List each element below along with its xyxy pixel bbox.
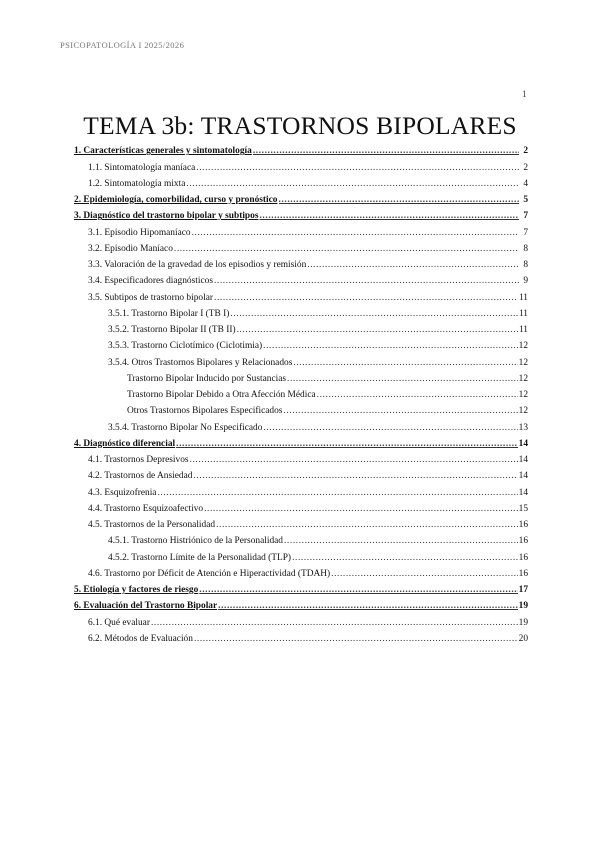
toc-entry[interactable]	[74, 499, 528, 515]
toc-leader-dots	[307, 260, 519, 271]
toc-entry-title: 6.1. Qué evaluar	[88, 617, 150, 628]
toc-entry[interactable]	[74, 580, 528, 596]
toc-entry-title: 4.5.1. Trastorno Histriónico de la Personalidad	[108, 536, 283, 547]
toc-leader-dots	[151, 618, 518, 629]
toc-entry-title: 4.6. Trastorno por Déficit de Atención e Hiperactividad (TDAH)	[88, 568, 331, 579]
toc-entry-page: 12	[518, 357, 528, 368]
toc-entry-page: 7	[523, 211, 528, 222]
toc-entry-page: 14	[518, 455, 528, 465]
toc-entry[interactable]	[74, 417, 528, 433]
toc-entry-title: 4.3. Esquizofrenia	[88, 487, 157, 498]
toc-entry[interactable]	[74, 629, 528, 645]
page-number: 1	[522, 89, 527, 99]
toc-leader-dots	[263, 341, 517, 352]
toc-entry-page: 16	[518, 552, 528, 563]
toc-entry-title: 3.5.1. Trastorno Bipolar I (TB I)	[108, 308, 230, 319]
toc-entry-title: 6. Evaluación del Trastorno Bipolar	[74, 601, 218, 612]
toc-leader-dots	[230, 309, 518, 320]
toc-leader-dots	[292, 553, 518, 564]
toc-entry[interactable]	[74, 320, 528, 336]
toc-leader-dots	[192, 228, 519, 239]
toc-leader-dots	[157, 488, 517, 499]
toc-entry-title: Otros Trastornos Bipolares Especificados	[127, 406, 283, 417]
toc-entry-page: 8	[523, 243, 528, 254]
toc-entry-title: 2. Epidemiología, comorbilidad, curso y pronóstico	[74, 195, 278, 205]
toc-entry-page: 2	[523, 162, 528, 173]
toc-entry-title: Trastorno Bipolar Inducido por Sustancias	[127, 373, 287, 384]
toc-entry-page: 13	[518, 422, 528, 433]
toc-leader-dots	[287, 374, 518, 385]
toc-leader-dots	[263, 423, 517, 434]
toc-entry-title: 3.5.4. Trastorno Bipolar No Especificado	[108, 422, 263, 433]
toc-leader-dots	[176, 439, 518, 450]
toc-leader-dots	[279, 195, 520, 206]
toc-entry-page: 11	[518, 292, 528, 303]
toc-entry[interactable]	[74, 564, 528, 580]
toc-leader-dots	[284, 536, 518, 547]
toc-entry[interactable]	[74, 466, 528, 482]
toc-leader-dots	[237, 325, 518, 336]
toc-entry-page: 12	[518, 341, 528, 352]
toc-leader-dots	[218, 601, 517, 612]
toc-leader-dots	[193, 471, 517, 482]
toc-entry-title: 4.5. Trastornos de la Personalidad	[88, 520, 216, 530]
toc-leader-dots	[214, 276, 519, 287]
toc-entry[interactable]	[74, 547, 528, 563]
toc-leader-dots	[216, 520, 518, 531]
toc-leader-dots	[253, 146, 519, 157]
toc-entry[interactable]	[74, 271, 528, 287]
toc-entry-page: 11	[518, 325, 528, 335]
toc-entry-title: 3. Diagnóstico del trastorno bipolar y subtipos	[74, 211, 259, 222]
toc-entry-page: 12	[518, 373, 528, 384]
toc-entry-title: 6.2. Métodos de Evaluación	[88, 633, 193, 644]
toc-entry[interactable]	[74, 141, 528, 157]
toc-entry-page: 15	[518, 503, 528, 514]
toc-entry[interactable]	[74, 401, 528, 417]
toc-leader-dots	[199, 585, 517, 596]
toc-entry-page: 16	[518, 536, 528, 547]
toc-entry[interactable]	[74, 174, 528, 190]
toc-entry-title: 1.1. Sintomatología maníaca	[88, 162, 196, 173]
toc-entry-title: 3.5.2. Trastorno Bipolar II (TB II)	[108, 325, 236, 335]
toc-entry-title: 3.3. Valoración de la gravedad de los episodios y remisión	[88, 260, 307, 270]
toc-entry[interactable]	[74, 336, 528, 352]
toc-entry[interactable]	[74, 482, 528, 498]
toc-entry[interactable]	[74, 612, 528, 628]
toc-leader-dots	[259, 211, 519, 222]
toc-leader-dots	[186, 179, 519, 190]
toc-entry-page: 19	[518, 601, 528, 612]
toc-entry-title: 5. Etiología y factores de riesgo	[74, 585, 199, 595]
toc-entry[interactable]	[74, 369, 528, 385]
toc-entry-page: 8	[523, 260, 528, 270]
toc-entry-title: 4.2. Trastornos de Ansiedad	[88, 471, 193, 482]
toc-entry-page: 9	[523, 276, 528, 287]
toc-entry-title: 4. Diagnóstico diferencial	[74, 438, 176, 449]
toc-entry-title: Trastorno Bipolar Debido a Otra Afección Médica	[127, 390, 316, 400]
toc-entry-page: 16	[518, 520, 528, 530]
toc-entry-title: 1.2. Sintomatología mixta	[88, 178, 186, 189]
toc-entry-page: 14	[518, 487, 528, 498]
toc-entry[interactable]	[74, 287, 528, 303]
toc-leader-dots	[196, 163, 519, 174]
toc-entry-title: 4.1. Trastornos Depresivos	[88, 455, 189, 465]
toc-entry[interactable]	[74, 157, 528, 173]
toc-entry-title: 3.1. Episodio Hipomaníaco	[88, 227, 191, 238]
toc-leader-dots	[190, 455, 518, 466]
toc-entry[interactable]	[74, 255, 528, 271]
toc-entry-page: 14	[518, 438, 528, 449]
toc-entry[interactable]	[74, 222, 528, 238]
toc-entry[interactable]	[74, 190, 528, 206]
toc-entry-title: 3.5.3. Trastorno Ciclotímico (Ciclotimia)	[108, 341, 263, 352]
toc-entry-title: 1. Características generales y sintomatología	[74, 146, 252, 157]
running-header: PSICOPATOLOGÍA I 2025/2026	[60, 40, 185, 50]
toc-entry-page: 11	[518, 308, 528, 319]
toc-leader-dots	[174, 244, 519, 255]
toc-leader-dots	[293, 358, 517, 369]
toc-entry[interactable]	[74, 596, 528, 612]
toc-entry-page: 16	[518, 568, 528, 579]
toc-entry-title: 4.5.2. Trastorno Límite de la Personalidad (TLP)	[108, 552, 292, 563]
toc-leader-dots	[283, 406, 517, 417]
toc-entry-page: 7	[523, 227, 528, 238]
document-title: TEMA 3b: TRASTORNOS BIPOLARES	[83, 111, 517, 140]
table-of-contents	[74, 141, 528, 645]
toc-entry[interactable]	[74, 304, 528, 320]
toc-entry-page: 2	[523, 146, 528, 157]
toc-leader-dots	[214, 293, 518, 304]
toc-entry-page: 17	[518, 585, 528, 595]
toc-entry-page: 20	[518, 633, 528, 644]
toc-entry-title: 4.4. Trastorno Esquizoafectivo	[88, 503, 204, 514]
toc-entry-page: 14	[518, 471, 528, 482]
toc-entry-page: 12	[518, 390, 528, 400]
toc-entry-title: 3.5.4. Otros Trastornos Bipolares y Relacionados	[108, 357, 293, 368]
toc-entry[interactable]	[74, 531, 528, 547]
toc-entry[interactable]	[74, 239, 528, 255]
toc-entry[interactable]	[74, 385, 528, 401]
toc-leader-dots	[331, 569, 517, 580]
toc-entry-title: 3.5. Subtipos de trastorno bipolar	[88, 292, 213, 303]
toc-entry[interactable]	[74, 352, 528, 368]
toc-entry[interactable]	[74, 434, 528, 450]
toc-entry[interactable]	[74, 206, 528, 222]
toc-leader-dots	[317, 390, 518, 401]
toc-entry[interactable]	[74, 515, 528, 531]
toc-entry-page: 19	[518, 617, 528, 628]
toc-entry-page: 4	[523, 178, 528, 189]
toc-entry[interactable]	[74, 450, 528, 466]
toc-entry-page: 5	[523, 195, 528, 205]
toc-leader-dots	[194, 634, 518, 645]
toc-leader-dots	[204, 504, 518, 515]
toc-entry-title: 3.4. Especificadores diagnósticos	[88, 276, 213, 287]
toc-entry-page: 12	[518, 406, 528, 417]
toc-entry-title: 3.2. Episodio Maníaco	[88, 243, 173, 254]
